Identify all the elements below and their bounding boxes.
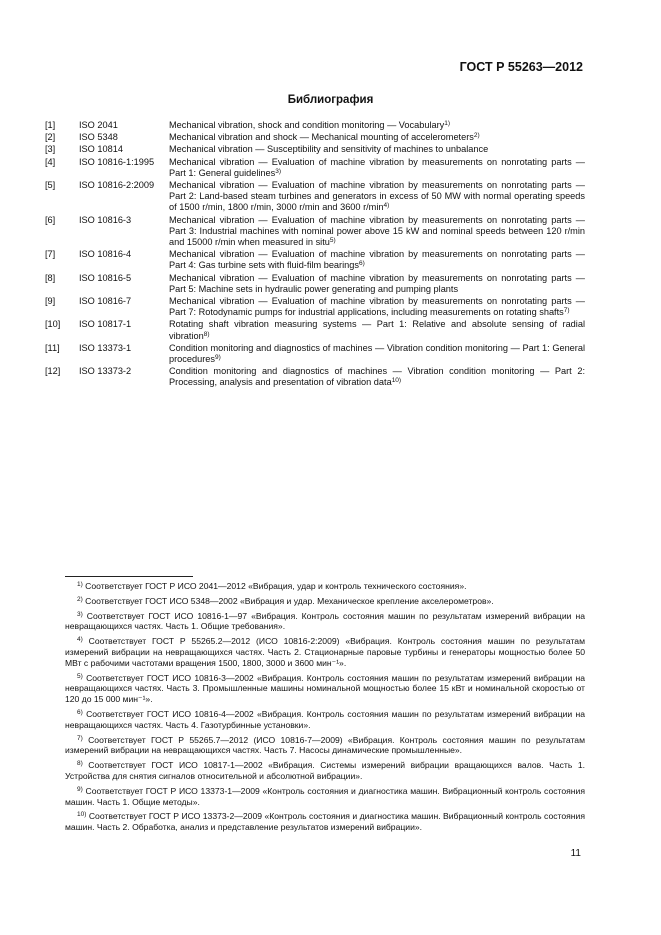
footnote-mark: 5): [77, 672, 83, 680]
entry-code: ISO 13373-2: [79, 366, 132, 377]
footnotes: [65, 581, 585, 837]
entry-text: Mechanical vibration — Evaluation of machine vibration by measurements on nonrotating parts — Part 2: Land-based steam turbines and generators in excess of 50 MW with normal operating speeds of 1500 r/min, 1800 r/min, 3000 r/min and 3600 $r/\min^{4)}$: [169, 180, 585, 213]
page-number: 11: [570, 848, 581, 859]
entry-code: ISO 13373-1: [79, 342, 132, 353]
entry-number: [12]: [45, 366, 61, 377]
bibliography-entry: [45, 249, 585, 271]
footnote-ref: 7): [563, 307, 570, 315]
entry-code: ISO 10816-3: [79, 214, 132, 225]
footnote-text: Соответствует ГОСТ ИСО 5348—2002 «Вибрация и удар. Механическое крепление акселерометров».: [82, 595, 494, 606]
entry-code: ISO 10817-1: [79, 319, 132, 330]
bibliography-entry: [45, 120, 585, 131]
entry-text: Mechanical vibration — Evaluation of machine vibration by measurements on nonrotating parts — Part 1: General guidelines$^{3)}$: [169, 156, 585, 178]
bibliography-entry: [45, 273, 585, 295]
entry-number: [7]: [45, 249, 56, 260]
footnote-divider: [65, 576, 193, 577]
footnote-mark: 8): [77, 760, 83, 768]
bibliography-list: [45, 120, 585, 390]
entry-text: Mechanical vibration — Susceptibility and sensitivity of machines to unbalance: [169, 144, 489, 155]
entry-text: Mechanical vibration — Evaluation of machine vibration by measurements on nonrotating parts — Part 3: Industrial machines with nominal power above 15 kW and nominal speeds between 120 r/min and 15000 r/min when measured in situ$^{5)}$: [169, 214, 585, 248]
footnote-text: Соответствует ГОСТ Р ИСО 2041—2012 «Вибрация, удар и контроль технического состояния».: [82, 581, 467, 591]
entry-text: Condition monitoring and diagnostics of machines — Vibration condition monitoring — Part 2: Processing, analysis and presentation of vibration data$^{10)}$: [169, 366, 585, 388]
footnote-mark: 6): [77, 708, 83, 716]
entry-code: ISO 10816-4: [79, 249, 132, 260]
footnote-text: Соответствует ГОСТ Р 55265.2—2012 (ИСО 10816-2:2009) «Вибрация. Контроль состояния машин по результатам измерений вибрации на невращающихся частях. Часть 2. Стационарные паровые турбины и генераторы мощностью более 50 МВт с рабочими частотами вращения 1500, 1800, 3000 и 3600 мин⁻¹».: [65, 636, 585, 668]
footnote: [65, 811, 585, 833]
entry-text: Mechanical vibration — Evaluation of machine vibration by measurements on nonrotating parts — Part 4: Gas turbine sets with fluid-film bearings$^{6)}$: [169, 249, 585, 271]
footnote-mark: 7): [77, 734, 83, 742]
footnote: [65, 760, 585, 782]
entry-code: ISO 10814: [79, 144, 123, 155]
footnote-text: Соответствует ГОСТ ИСО 10816-3—2002 «Вибрация. Контроль состояния машин по результатам измерений вибрации на невращающихся частях. Часть 3. Промышленные машины номинальной мощностью более 15 кВт и номинальной скоростью от 120 до 15 000 мин⁻¹».: [65, 672, 585, 705]
entry-text: Condition monitoring and diagnostics of machines — Vibration condition monitoring — Part 1: General procedures$^{9)}$: [169, 342, 585, 365]
bibliography-title: Библиография: [287, 94, 374, 106]
footnote-mark: 2): [77, 595, 83, 603]
footnote: [65, 786, 585, 808]
entry-number: [10]: [45, 319, 61, 330]
entry-text: Mechanical vibration, shock and condition monitoring — Vocabulary$^{1)}$: [169, 120, 451, 130]
entry-text: Rotating shaft vibration measuring systems — Part 1: Relative and absolute sensing of radial vibration$^{8)}$: [169, 319, 585, 341]
entry-code: ISO 2041: [79, 120, 118, 130]
entry-text: Mechanical vibration — Evaluation of machine vibration by measurements on nonrotating parts — Part 7: Rotodynamic pumps for industrial applications, including measurements on rotating shafts$^{7)}$: [169, 296, 585, 318]
footnote-text: Соответствует ГОСТ Р ИСО 13373-2—2009 «Контроль состояния и диагностика машин. Вибрационный контроль состояния машин. Часть 2. Обработка, анализ и представление результатов измерений вибрации».: [65, 811, 585, 833]
footnote-ref: 8): [203, 330, 210, 338]
entry-number: [9]: [45, 296, 56, 307]
footnote-ref: 6): [358, 260, 365, 268]
entry-number: [8]: [45, 272, 56, 283]
footnote-ref: 2): [473, 132, 480, 140]
entry-number: [2]: [45, 132, 56, 143]
footnote-mark: 4): [77, 636, 83, 644]
entry-code: ISO 10816-2:2009: [79, 180, 155, 191]
footnote: [65, 581, 585, 592]
bibliography-entry: [45, 180, 585, 214]
bibliography-entry: [45, 343, 585, 365]
entry-number: [3]: [45, 144, 56, 155]
footnote-text: Соответствует ГОСТ ИСО 10817-1—2002 «Вибрация. Системы измерений вибрации вращающихся валов. Часть 1. Устройства для снятия сигналов относительной и абсолютной вибрации».: [65, 760, 585, 781]
footnote: [65, 735, 585, 757]
footnote-mark: 9): [77, 785, 83, 793]
entry-number: [11]: [45, 342, 60, 353]
bibliography-entry: [45, 319, 585, 341]
bibliography-entry: [45, 366, 585, 388]
footnote-text: Соответствует ГОСТ Р 55265.7—2012 (ИСО 10816-7—2009) «Вибрация. Контроль состояния машин по результатам измерений вибрации на невращающихся частях. Часть 7. Насосы динамические промышленные».: [65, 734, 585, 756]
bibliography-entry: [45, 296, 585, 318]
entry-code: ISO 10816-1:1995: [79, 156, 155, 167]
footnote: [65, 709, 585, 731]
entry-text: Mechanical vibration and shock — Mechanical mounting of accelerometers$^{2)}$: [169, 132, 480, 143]
footnote-mark: 3): [77, 610, 83, 618]
entry-number: [6]: [45, 214, 56, 225]
footnote-ref: 10): [391, 377, 402, 385]
bibliography-entry: [45, 132, 585, 143]
footnote-mark: 10): [77, 811, 87, 819]
bibliography-entry: [45, 215, 585, 249]
footnote-ref: 4): [383, 202, 390, 210]
bibliography-entry: [45, 157, 585, 179]
entry-code: ISO 10816-7: [79, 296, 132, 307]
footnote-ref: 5): [329, 237, 336, 245]
entry-number: [5]: [45, 180, 56, 191]
bibliography-entry: [45, 144, 585, 155]
document-id: ГОСТ Р 55263—2012: [459, 60, 583, 74]
entry-text: Mechanical vibration — Evaluation of machine vibration by measurements on nonrotating parts — Part 5: Machine sets in hydraulic power generating and pumping plants: [169, 272, 585, 294]
footnote: [65, 596, 585, 607]
footnote-text: Соответствует ГОСТ ИСО 10816-4—2002 «Вибрация. Контроль состояния машин по результатам измерений вибрации на невращающихся частях. Часть 4. Газотурбинные установки».: [65, 708, 585, 730]
footnote-text: Соответствует ГОСТ Р ИСО 13373-1—2009 «Контроль состояния и диагностика машин. Вибрационный контроль состояния машин. Часть 1. Общие методы».: [65, 785, 585, 807]
entry-code: ISO 5348: [79, 132, 118, 143]
entry-number: [4]: [45, 156, 56, 167]
footnote-text: Соответствует ГОСТ ИСО 10816-1—97 «Вибрация. Контроль состояния машин по результатам измерений вибрации на невращающихся частях. Часть 1. Общие требования».: [65, 610, 585, 632]
entry-code: ISO 10816-5: [79, 272, 132, 283]
footnote: [65, 636, 585, 668]
footnote: [65, 611, 585, 633]
footnote: [65, 673, 585, 705]
footnote-ref: 1): [444, 120, 451, 127]
footnote-ref: 9): [214, 354, 221, 362]
entry-number: [1]: [45, 120, 56, 130]
footnote-ref: 3): [275, 167, 282, 175]
footnote-mark: 1): [77, 581, 83, 588]
